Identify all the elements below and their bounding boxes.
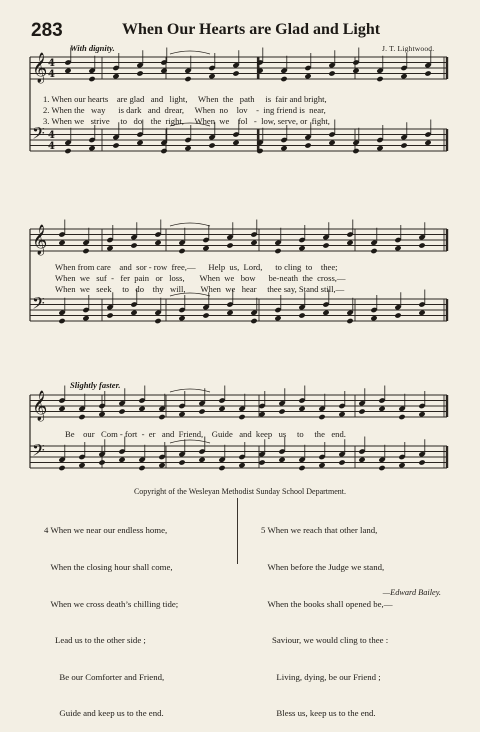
note-head xyxy=(424,70,431,76)
note-head xyxy=(78,462,85,468)
verse-line: 5 When we reach that other land, xyxy=(261,525,378,536)
note-head xyxy=(394,312,401,318)
author-credit: —Edward Bailey. xyxy=(382,588,441,597)
verse-line: Be our Comforter and Friend, xyxy=(44,671,165,682)
note-head xyxy=(304,142,311,148)
bass-clef-icon: 𝄢 xyxy=(32,293,45,317)
verse-line: Saviour, we would cling to thee : xyxy=(261,635,389,646)
verse-5 xyxy=(261,500,393,732)
note-head xyxy=(64,148,71,154)
note-head xyxy=(226,310,233,316)
bass-clef-icon: 𝄢 xyxy=(32,123,45,147)
note-head xyxy=(78,414,85,420)
lyric-line: When we suf - fer pain or loss, When we bow be-neath the cross,— xyxy=(55,273,346,283)
note-head xyxy=(358,408,365,414)
note-head xyxy=(202,312,209,318)
note-head xyxy=(318,414,325,420)
note-head xyxy=(98,459,105,465)
note-head xyxy=(82,248,89,254)
note-head xyxy=(328,140,335,146)
note-head xyxy=(280,76,287,82)
treble-clef-icon: 𝄞 xyxy=(32,225,48,255)
note-head xyxy=(118,408,125,414)
note-head xyxy=(82,315,89,321)
note-head xyxy=(398,414,405,420)
note-head xyxy=(158,462,165,468)
note-head xyxy=(298,312,305,318)
note-head xyxy=(318,462,325,468)
note-head xyxy=(138,465,145,471)
note-head xyxy=(218,465,225,471)
lyric-line: When from care and sor - row free,— Help us, Lord, to cling to thee; xyxy=(55,262,338,272)
note-head xyxy=(338,459,345,465)
note-head xyxy=(418,459,425,465)
hymn-title: When Our Hearts are Glad and Light xyxy=(122,21,381,38)
copyright-notice: Copyright of the Wesleyan Methodist Sunday School Department. xyxy=(133,487,347,496)
note-head xyxy=(274,248,281,254)
slur xyxy=(170,440,210,443)
note-head xyxy=(418,310,425,316)
verse-line: Guide and keep us to the end. xyxy=(44,708,164,719)
verse-4 xyxy=(44,500,178,732)
note-head xyxy=(322,310,329,316)
note-head xyxy=(398,462,405,468)
time-signature: 4 xyxy=(48,58,55,69)
composer-credit: J. T. Lightwood. xyxy=(382,44,435,53)
time-signature: 4 xyxy=(48,141,55,152)
note-head xyxy=(322,242,329,248)
note-head xyxy=(424,140,431,146)
note-head xyxy=(394,245,401,251)
note-head xyxy=(208,73,215,79)
note-head xyxy=(98,411,105,417)
time-signature: 4 xyxy=(48,130,55,141)
note-head xyxy=(378,406,385,412)
note-head xyxy=(178,459,185,465)
verse-line: Lead us to the other side ; xyxy=(44,635,146,646)
note-head xyxy=(370,315,377,321)
hymn-number: 283 xyxy=(31,20,63,41)
treble-clef-icon: 𝄞 xyxy=(32,53,48,83)
note-head xyxy=(88,145,95,151)
note-head xyxy=(118,457,125,463)
note-head xyxy=(238,414,245,420)
note-head xyxy=(184,76,191,82)
note-head xyxy=(400,73,407,79)
note-head xyxy=(346,318,353,324)
note-head xyxy=(232,140,239,146)
slur xyxy=(170,223,210,226)
note-head xyxy=(58,406,65,412)
note-head xyxy=(298,465,305,471)
note-head xyxy=(58,465,65,471)
note-head xyxy=(418,242,425,248)
note-head xyxy=(136,140,143,146)
note-head xyxy=(198,457,205,463)
note-head xyxy=(154,240,161,246)
note-head xyxy=(250,318,257,324)
verse-line: When before the Judge we stand, xyxy=(261,562,385,573)
tempo-marking: With dignity. xyxy=(70,43,115,53)
note-head xyxy=(238,462,245,468)
note-head xyxy=(250,240,257,246)
lyric-line: 3. When we strive to do the right, When we fol - low, serve, or fight, xyxy=(43,116,330,126)
lyric-line: Be our Com - fort - er and Friend, Guide and keep us to the end. xyxy=(65,429,346,439)
note-head xyxy=(280,145,287,151)
verse-line: Bless us, keep us to the end. xyxy=(261,708,376,719)
lyric-line: 2. When the way is dark and drear, When no lov - ing friend is near, xyxy=(43,105,326,115)
note-head xyxy=(328,70,335,76)
note-head xyxy=(184,145,191,151)
note-head xyxy=(338,411,345,417)
tempo-marking-2: Slightly faster. xyxy=(70,380,121,390)
verse-line: 4 When we near our endless home, xyxy=(44,525,168,536)
note-head xyxy=(58,318,65,324)
slur xyxy=(170,389,210,392)
lyric-line: 1. When our hearts are glad and light, When the path is fair and bright, xyxy=(43,94,327,104)
note-head xyxy=(178,248,185,254)
note-head xyxy=(208,142,215,148)
note-head xyxy=(88,76,95,82)
note-head xyxy=(232,70,239,76)
note-head xyxy=(418,411,425,417)
note-head xyxy=(154,318,161,324)
note-head xyxy=(160,148,167,154)
note-head xyxy=(370,248,377,254)
note-head xyxy=(298,406,305,412)
note-head xyxy=(218,406,225,412)
note-head xyxy=(158,414,165,420)
treble-clef-icon: 𝄞 xyxy=(32,391,48,421)
note-head xyxy=(400,142,407,148)
note-head xyxy=(64,68,71,74)
note-head xyxy=(198,408,205,414)
note-head xyxy=(160,68,167,74)
note-head xyxy=(376,76,383,82)
note-head xyxy=(130,242,137,248)
note-head xyxy=(278,457,285,463)
bass-clef-icon: 𝄢 xyxy=(32,440,45,464)
note-head xyxy=(130,310,137,316)
note-head xyxy=(178,315,185,321)
note-head xyxy=(298,245,305,251)
note-head xyxy=(112,142,119,148)
note-head xyxy=(274,315,281,321)
note-head xyxy=(378,465,385,471)
note-head xyxy=(346,240,353,246)
verse-line: When the closing hour shall come, xyxy=(44,562,173,573)
note-head xyxy=(138,406,145,412)
note-head xyxy=(352,148,359,154)
note-head xyxy=(112,73,119,79)
note-head xyxy=(202,245,209,251)
verse-line: When we cross death’s chilling tide; xyxy=(44,598,179,609)
note-head xyxy=(304,73,311,79)
note-head xyxy=(136,70,143,76)
note-head xyxy=(226,242,233,248)
verse-line: When the books shall opened be,— xyxy=(261,598,393,609)
verse-divider xyxy=(237,498,238,564)
lyric-line: When we seek to do thy will, When we hear thee say, Stand still,— xyxy=(55,284,345,294)
note-head xyxy=(352,68,359,74)
note-head xyxy=(376,145,383,151)
verse-line: Living, dying, be our Friend ; xyxy=(261,671,381,682)
time-signature: 4 xyxy=(48,69,55,80)
note-head xyxy=(106,312,113,318)
slur xyxy=(170,51,210,54)
note-head xyxy=(278,408,285,414)
note-head xyxy=(178,411,185,417)
note-head xyxy=(358,457,365,463)
note-head xyxy=(58,240,65,246)
note-head xyxy=(106,245,113,251)
